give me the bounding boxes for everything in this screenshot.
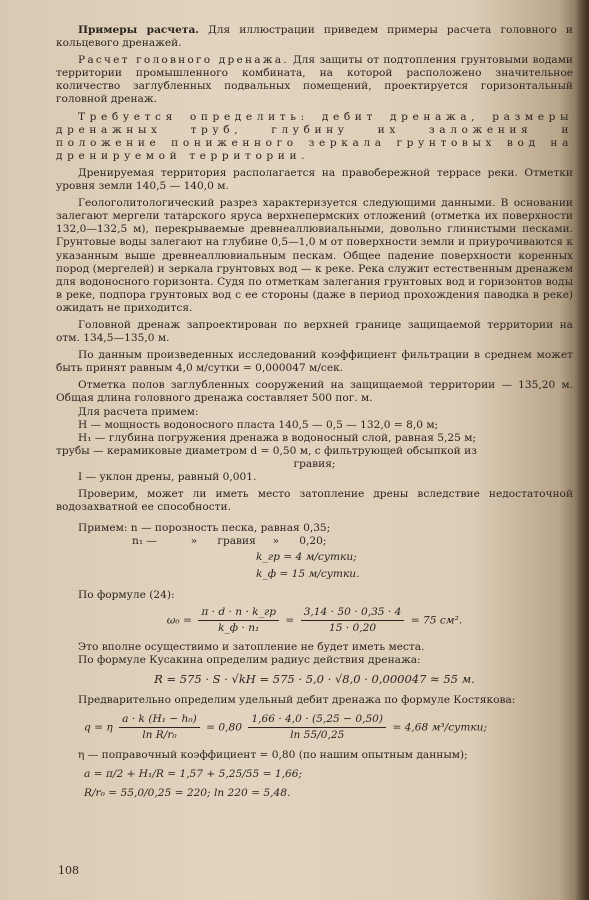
given-line-3: k_гр = 4 м/сутки; bbox=[256, 551, 357, 564]
given-line-2: n₁ — » гравия » 0,20; bbox=[132, 535, 327, 548]
paragraph-filtration: По данным произведенных исследований коэффициент фильтрации в среднем может быть принят равным 4,0 м/сутки = 0,000047 м/сек. bbox=[56, 349, 573, 375]
paragraph-pipes-cont: гравия; bbox=[293, 457, 336, 470]
paragraph-note: Это вполне осуществимо и затопление не будет иметь места. bbox=[78, 640, 425, 653]
paragraph-geology: Геологолитологический разрез характеризуется следующими данными. В основании залегают мергели татарского яруса верхнепермских отложений (отметка их поверхности 132,0—132,5 м), перекрываемые древнеаллювиальными, довольно глинистыми песками. Грунтовые воды залегают на глубине 0,5—1,0 м от поверхности земли и приурочиваются к указанным выше древнеаллювиальным пескам. Общее падение поверхности коренных пород (мергелей) и зеркала грунтовых вод — к реке. Река служит естественным дренажем для водоносного горизонта. Судя по отметкам залегания грунтовых вод и горизонтов воды в реке, подпора грунтовых вод с ее стороны (даже в период прохождения паводка в реке) ожидать не приходится. bbox=[56, 197, 573, 314]
paragraph-floor-level: Отметка полов заглубленных сооружений на защищаемой территории — 135,20 м. Общая длина головного дренажа составляет 500 пог. м. bbox=[56, 379, 573, 405]
fraction-w0: $\frac{\pi \cdot d \cdot n \cdot k\_гр}{\text{k\_ф · n₁}}$ bbox=[198, 606, 279, 635]
paragraph-kostyakov-intro: Предварительно определим удельный дебит дренажа по формуле Костякова: bbox=[78, 694, 516, 707]
paragraph-drain-design: Головной дренаж запроектирован по верхней границе защищаемой территории на отм. 134,5—135,0 м. bbox=[56, 318, 573, 345]
fraction-w0-values: $\frac{3,14 \cdot 50 \cdot 0,35 \cdot 4}{15 \cdot 0,20}$ bbox=[301, 606, 405, 635]
paragraph-eta: η — поправочный коэффициент = 0,80 (по нашим опытным данным); bbox=[78, 748, 468, 761]
paragraph-H1: H₁ — глубина погружения дренажа в водоносный слой, равная 5,25 м; bbox=[78, 431, 477, 444]
given-line-1: Примем: n — порозность песка, равная 0,35; bbox=[78, 522, 331, 535]
given-line-4: k_ф = 15 м/сутки. bbox=[256, 567, 360, 580]
paragraph-required: Требуется определить: дебит дренажа, размеры дренажных труб, глубину их заложения и положение пониженного зеркала грунтовых вод на дренируемой территории. bbox=[56, 110, 573, 162]
fraction-q: $\frac{\text{a · k (H₁ − h₀)}}{\text{ln R/r₀}}$ bbox=[119, 713, 200, 742]
page-body bbox=[56, 24, 573, 800]
section-heading: Примеры расчета. bbox=[78, 24, 199, 36]
fraction-q-values: $\frac{1,66 \cdot 4,0 \cdot (5,25 - 0,50)}{\ln 55/0,25}$ bbox=[248, 713, 386, 742]
formula-kusakin: R = 575 · S · √kH = 575 · 5,0 · √8,0 · 0,000047 ≈ 55 м. bbox=[154, 672, 475, 687]
paragraph-check: Проверим, может ли иметь место затопление дрены вследствие недостаточной водозахватной ее способности. bbox=[56, 488, 573, 514]
page-number: 108 bbox=[58, 864, 79, 877]
subheading-spaced: Расчет головного дренажа. bbox=[78, 54, 289, 67]
formula-R-ratio: R/r₀ = 55,0/0,25 = 220; ln 220 = 5,48. bbox=[84, 786, 291, 799]
formula-w0: ω₀ = $\frac{\pi \cdot d \cdot n \cdot k\_гр}{\text{k\_ф · n₁}}$ = $\frac{3,14 \cdot 50 \cdot 0,35 \cdot 4}{15 \cdot 0,20}$ = 75 см². bbox=[166, 605, 463, 634]
paragraph-intro: Примеры расчета. Для иллюстрации приведем примеры расчета головного и кольцевого дренажей. bbox=[56, 24, 573, 50]
paragraph-kusakin-intro: По формуле Кусакина определим радиус действия дренажа: bbox=[78, 654, 421, 667]
paragraph-territory: Дренируемая территория располагается на правобережной террасе реки. Отметки уровня земли 140,5 — 140,0 м. bbox=[56, 166, 573, 193]
paragraph-slope: I — уклон дрены, равный 0,001. bbox=[78, 471, 257, 483]
paragraph-pipes: трубы — керамиковые диаметром d = 0,50 м, с фильтрующей обсыпкой из bbox=[56, 444, 477, 457]
formula-q: q = η $\frac{\text{a · k (H₁ − h₀)}}{\text{ln R/r₀}}$ = 0,80 $\frac{1,66 \cdot 4,0 \cdot (5,25 - 0,50)}{\ln 55/0,25}$ = 4,68 м³/сутки; bbox=[84, 713, 488, 742]
paragraph-head-drain: Расчет головного дренажа. Для защиты от подтопления грунтовыми водами территории промышленного комбината, на которой расположено значительное количество заглубленных подвальных помещений, проектируется горизонтальный головной дренаж. bbox=[56, 54, 573, 106]
formula-a: a = π/2 + H₁/R = 1,57 + 5,25/55 = 1,66; bbox=[84, 767, 303, 780]
paragraph-assume: Для расчета примем: bbox=[78, 405, 199, 418]
paragraph-H: H — мощность водоносного пласта 140,5 — 0,5 — 132,0 = 8,0 м; bbox=[78, 418, 439, 431]
formula-24-intro: По формуле (24): bbox=[78, 588, 175, 601]
